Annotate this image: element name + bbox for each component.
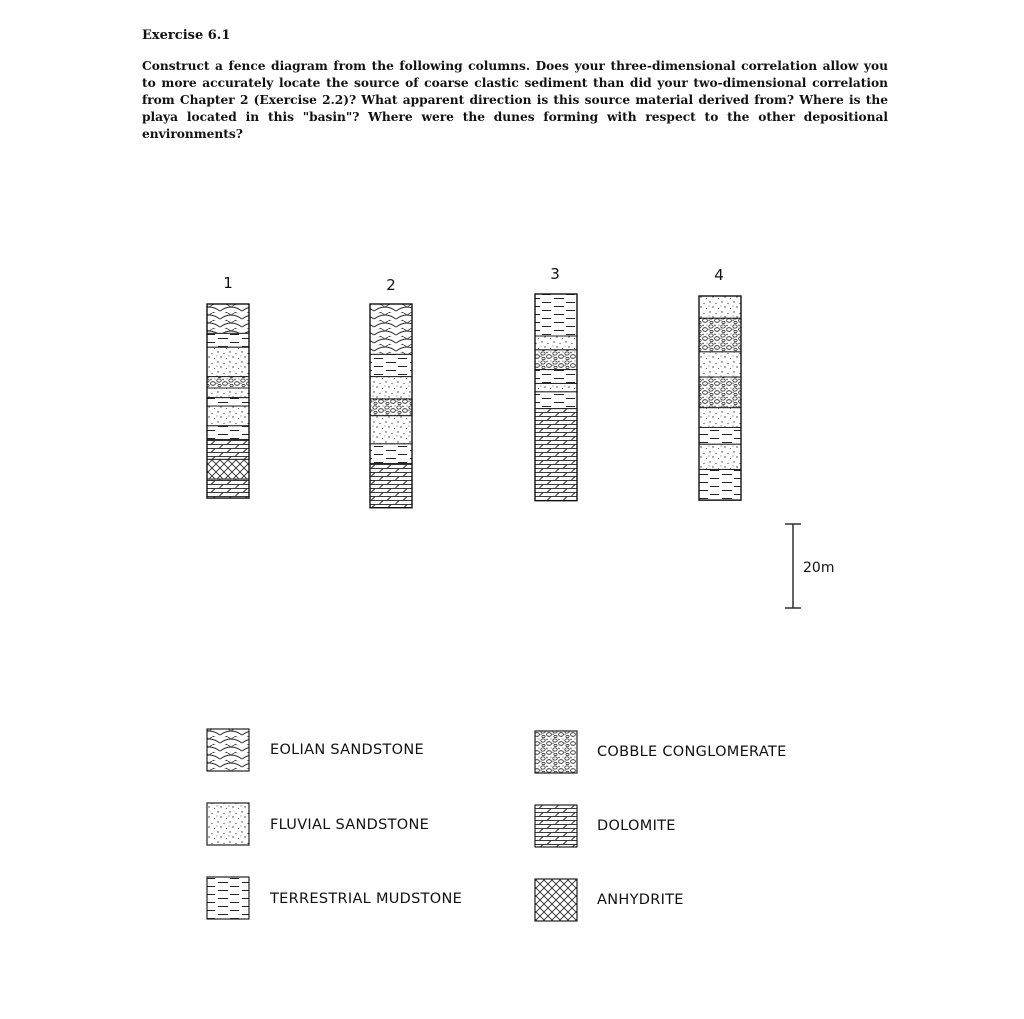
legend-swatch-anhydrite [535, 879, 577, 921]
legend-swatch-fluvial [207, 803, 249, 845]
scale-bar-label: 20m [803, 560, 835, 576]
column-3 [535, 294, 577, 501]
column-1-unit-3-fluvial [207, 347, 249, 376]
column-1-unit-2-mudstone [207, 333, 249, 347]
column-4 [699, 296, 741, 500]
column-3-unit-3-conglomerate [535, 350, 577, 370]
legend-item-conglomerate [535, 731, 787, 773]
exercise-question: Construct a fence diagram from the following columns. Does your three-dimensional correlation allow you to more accurately locate the source of coarse clastic sediment than did your two-dimensional correlation from Chapter 2 (Exercise 2.2)? What apparent direction is this source material derived from? Where is the playa located in this "basin"? Where were the dunes forming with respect to the other depositional environments? [142, 59, 888, 141]
column-4-unit-2-conglomerate [699, 318, 741, 352]
legend-item-mudstone [207, 877, 462, 919]
column-4-unit-1-fluvial [699, 296, 741, 318]
column-1-label: 1 [223, 274, 233, 292]
column-2-unit-1-eolian [370, 304, 412, 354]
column-4-label: 4 [714, 266, 724, 284]
column-1-unit-10-anhydrite [207, 459, 249, 479]
legend-label-anhydrite: ANHYDRITE [597, 892, 684, 908]
column-2-unit-3-fluvial [370, 377, 412, 399]
column-4-unit-3-fluvial [699, 352, 741, 377]
column-2 [370, 304, 412, 508]
legend-label-conglomerate: COBBLE CONGLOMERATE [597, 744, 787, 760]
exercise-title: Exercise 6.1 [142, 28, 231, 43]
scale-bar [785, 524, 834, 608]
legend-swatch-mudstone [207, 877, 249, 919]
column-2-unit-5-fluvial [370, 416, 412, 444]
legend-label-dolomite: DOLOMITE [597, 818, 676, 834]
legend-swatch-conglomerate [535, 731, 577, 773]
column-2-unit-2-mudstone [370, 354, 412, 376]
column-4-unit-6-mudstone [699, 427, 741, 444]
column-3-label: 3 [550, 265, 560, 283]
column-1-unit-11-dolomite [207, 479, 249, 498]
column-1-unit-7-fluvial [207, 406, 249, 426]
column-2-unit-4-conglomerate [370, 399, 412, 416]
legend-item-eolian [207, 729, 424, 771]
column-3-unit-6-mudstone [535, 392, 577, 409]
column-4-unit-4-conglomerate [699, 377, 741, 408]
column-4-unit-8-mudstone [699, 469, 741, 500]
column-2-unit-7-dolomite [370, 464, 412, 508]
legend [207, 729, 787, 921]
legend-item-dolomite [535, 805, 676, 847]
column-1-unit-8-mudstone [207, 426, 249, 440]
column-2-unit-6-mudstone [370, 444, 412, 464]
column-1-unit-9-dolomite [207, 440, 249, 460]
column-3-unit-5-fluvial [535, 383, 577, 391]
column-1 [207, 304, 249, 498]
legend-swatch-dolomite [535, 805, 577, 847]
column-3-unit-4-mudstone [535, 370, 577, 384]
legend-label-eolian: EOLIAN SANDSTONE [270, 742, 424, 758]
column-1-unit-4-conglomerate [207, 377, 249, 388]
column-4-unit-7-fluvial [699, 444, 741, 469]
column-2-label: 2 [386, 276, 396, 294]
column-1-unit-6-mudstone [207, 398, 249, 406]
legend-item-anhydrite [535, 879, 684, 921]
column-3-unit-1-mudstone [535, 294, 577, 336]
legend-label-fluvial: FLUVIAL SANDSTONE [270, 817, 430, 833]
legend-label-mudstone: TERRESTRIAL MUDSTONE [270, 891, 463, 907]
legend-item-fluvial [207, 803, 429, 845]
column-1-unit-1-eolian [207, 304, 249, 333]
legend-swatch-eolian [207, 729, 249, 771]
column-4-unit-5-fluvial [699, 408, 741, 428]
column-3-unit-7-dolomite [535, 409, 577, 501]
column-1-unit-5-fluvial [207, 388, 249, 398]
column-3-unit-2-fluvial [535, 336, 577, 350]
